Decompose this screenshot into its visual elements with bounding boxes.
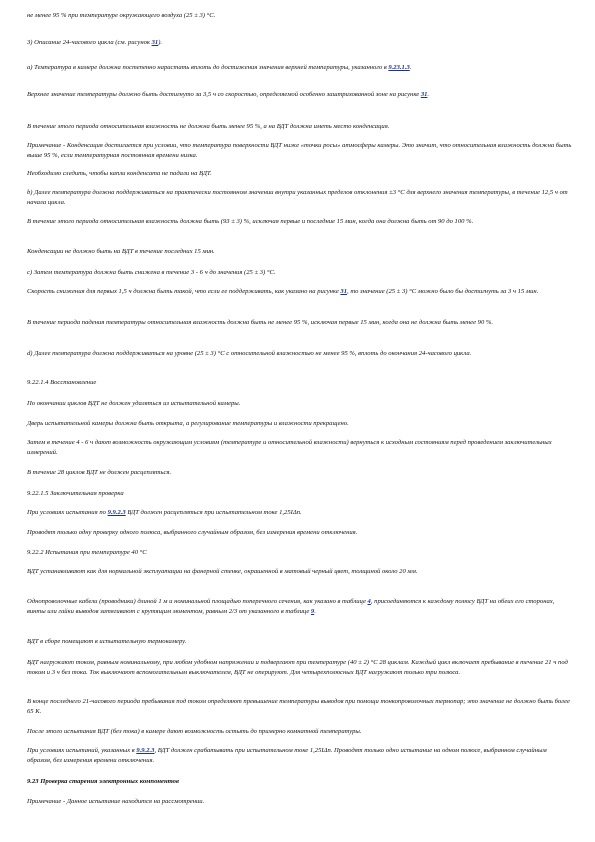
paragraph-text: При условиях испытаний, указанных в	[27, 747, 137, 754]
paragraph-temperature-rise: В конце последнего 21-часового периода пребывания под током определяют превышение температуры выводов при помощи тонкопроволочных термопар; это значение не должно быть более 65 К.	[27, 698, 570, 715]
paragraph-step-a	[27, 63, 572, 73]
paragraph-note-condensation: Примечание - Конденсация достигается при условии, что температура поверхности ВДТ ниже «точки росы» атмосферы камеры. Это значит, что относительная влажность должна быть выше 95 %, если температурная постоянная времени низка.	[27, 142, 572, 159]
section-9-9-2-3-link[interactable]: 9.9.2.3	[136, 747, 155, 754]
paragraph-step-b: b) Далее температура должна поддерживаться на практически постоянном значении внутри указанных пределов отклонения ±3 °С для верхнего значения температуры, в течение 12,5 ч от начала цикла.	[27, 189, 568, 206]
paragraph-note-under-review: Примечание - Данное испытание находится на рассмотрении.	[27, 798, 205, 805]
paragraph-final-trip-test	[27, 746, 572, 766]
paragraph-text: ).	[158, 39, 163, 46]
section-9-9-2-3-link[interactable]: 9.9.2.3	[107, 509, 126, 516]
paragraph-text: , присоединяются к каждому полюсу ВДТ на обеих его сторонах, винты или гайки выводов затягивают с крутящим моментом, равным 2/3 от указанного в таблице	[27, 598, 555, 615]
paragraph-mounting: ВДТ устанавливают как для нормальной эксплуатации на фанерной стенке, окрашенной в матовый черный цвет, толщиной около 20 мм.	[27, 568, 418, 575]
table-9-link[interactable]: 9	[310, 608, 315, 615]
paragraph-text: , то значение (25 ± 3) °С можно было бы достигнуть за 3 ч 15 мин.	[347, 288, 539, 295]
heading-recovery: 9.22.1.4 Восстановление	[27, 379, 97, 386]
paragraph-humidity-93: В течение этого периода относительная влажность должна быть (93 ± 3) %, исключая первые и последние 15 мин, когда она должна быть от 90 до 100 %.	[27, 218, 474, 225]
paragraph-cooling-rate	[27, 287, 572, 297]
heading-final-check: 9.22.1.5 Заключительная проверка	[27, 490, 124, 497]
paragraph-droplets-warning: Необходимо следить, чтобы капли конденсата не падали на ВДТ.	[27, 170, 212, 177]
paragraph-conditions-return: Затем в течение 4 - 6 ч дают возможность окружающим условиям (температуре и относительной влажности) вернуться к исходным состояниям перед проведением заключительных измерений.	[27, 439, 552, 456]
paragraph-text: При условиях испытания по	[27, 509, 108, 516]
paragraph-final-check-trip	[27, 508, 572, 518]
paragraph-cycle-description	[27, 38, 572, 48]
paragraph-thermal-chamber: ВДТ в сборе помещают в испытательную термокамеру.	[27, 638, 187, 645]
paragraph-upper-temperature	[27, 90, 572, 100]
paragraph-step-c: с) Затем температура должна быть снижена в течение 3 - 6 ч до значения (25 ± 3) °С.	[27, 269, 276, 276]
paragraph-text: .	[314, 608, 316, 615]
paragraph-text: а) Температура в камере должна постепенно нарастать вплоть до достижения значения верхней температуры, указанного в	[27, 64, 389, 71]
paragraph-cool-down: После этого испытания ВДТ (без тока) в камере дают возможность остыть до примерно комнатной температуры.	[27, 728, 362, 735]
paragraph-open-chamber: Дверь испытательной камеры должна быть открыта, а регулирование температуры и влажности прекращено.	[27, 420, 349, 427]
paragraph-text: Однопроволочные кабели (проводники) длиной 1 м и номинальной площадью поперечного сечения, как указано в таблице	[27, 598, 368, 605]
paragraph-humidity-95	[27, 11, 572, 21]
paragraph-single-pole-check: Проводят только одну проверку одного полюса, выбранного случайным образом, без измерения времени отключения.	[27, 529, 358, 536]
heading-aging-check: 9.23 Проверка старения электронных компонентов	[27, 778, 179, 785]
paragraph-do-not-remove: По окончании циклов ВДТ не должен удаляться из испытательной камеры.	[27, 400, 241, 407]
figure-31-link[interactable]: 31	[340, 288, 348, 295]
paragraph-step-d: d) Далее температура должна поддерживаться на уровне (25 ± 3) °С с относительной влажностью не менее 95 %, вплоть до окончания 24-часового цикла.	[27, 350, 472, 357]
figure-31-link[interactable]: 31	[151, 39, 159, 46]
paragraph-condensation-required: В течение этого периода относительная влажность не должна быть менее 95 %, а на ВДТ должна иметь место конденсация.	[27, 123, 390, 130]
paragraph-text: не менее 95 % при температуре окружающего воздуха (25 ± 3) °С.	[27, 12, 216, 19]
paragraph-text: Верхнее значение температуры должно быть достигнуто за 3,5 ч со скоростью, определяемой особенно заштрихованной зоне на рисунке	[27, 91, 421, 98]
paragraph-text: Скорость снижения для первых 1,5 ч должна быть такой, что если ее поддерживать, как указано на рисунке	[27, 288, 341, 295]
paragraph-cables	[27, 597, 572, 617]
paragraph-no-condensation: Конденсации не должно быть на ВДТ в течение последних 15 мин.	[27, 248, 215, 255]
paragraph-text: .	[427, 91, 430, 98]
paragraph-text: ВДТ должен расцепляться при испытательном токе 1,25IΔn.	[125, 509, 302, 516]
figure-31-link[interactable]: 31	[420, 91, 428, 98]
paragraph-text: , ВДТ должен срабатывать при испытательном токе 1,25IΔn. Проводят только одно испытание на одном полюсе, выбранном случайным образом, без измерения времени отключения.	[27, 747, 547, 764]
paragraph-cooling-humidity: В течение периода падения температуры относительная влажность должна быть не менее 95 %, исключая первые 15 мин, когда она не должна быть менее 90 %.	[27, 319, 494, 326]
heading-tests-40c: 9.22.2 Испытания при температуре 40 °С	[27, 549, 147, 556]
paragraph-28-cycles: В течение 28 циклов ВДТ не должен расцепляться.	[27, 469, 172, 476]
table-4-link[interactable]: 4	[367, 598, 371, 605]
paragraph-text: 3) Описание 24-часового цикла (см. рисунок	[27, 39, 152, 46]
section-9-23-1-3-link[interactable]: 9.23.1.3	[388, 64, 410, 71]
paragraph-load-cycles: ВДТ нагружают током, равным номинальному, при любом удобном напряжении и подвергают при температуре (40 ± 2) °С 28 циклам. Каждый цикл включает пребывание в течение 21 ч под током и 3 ч без тока. Ток выключают вспомогательным выключателем, ВДТ не оперируют. Для четырехполюсных ВДТ нагружают только три полюса.	[27, 659, 568, 676]
paragraph-text: .	[409, 64, 412, 71]
